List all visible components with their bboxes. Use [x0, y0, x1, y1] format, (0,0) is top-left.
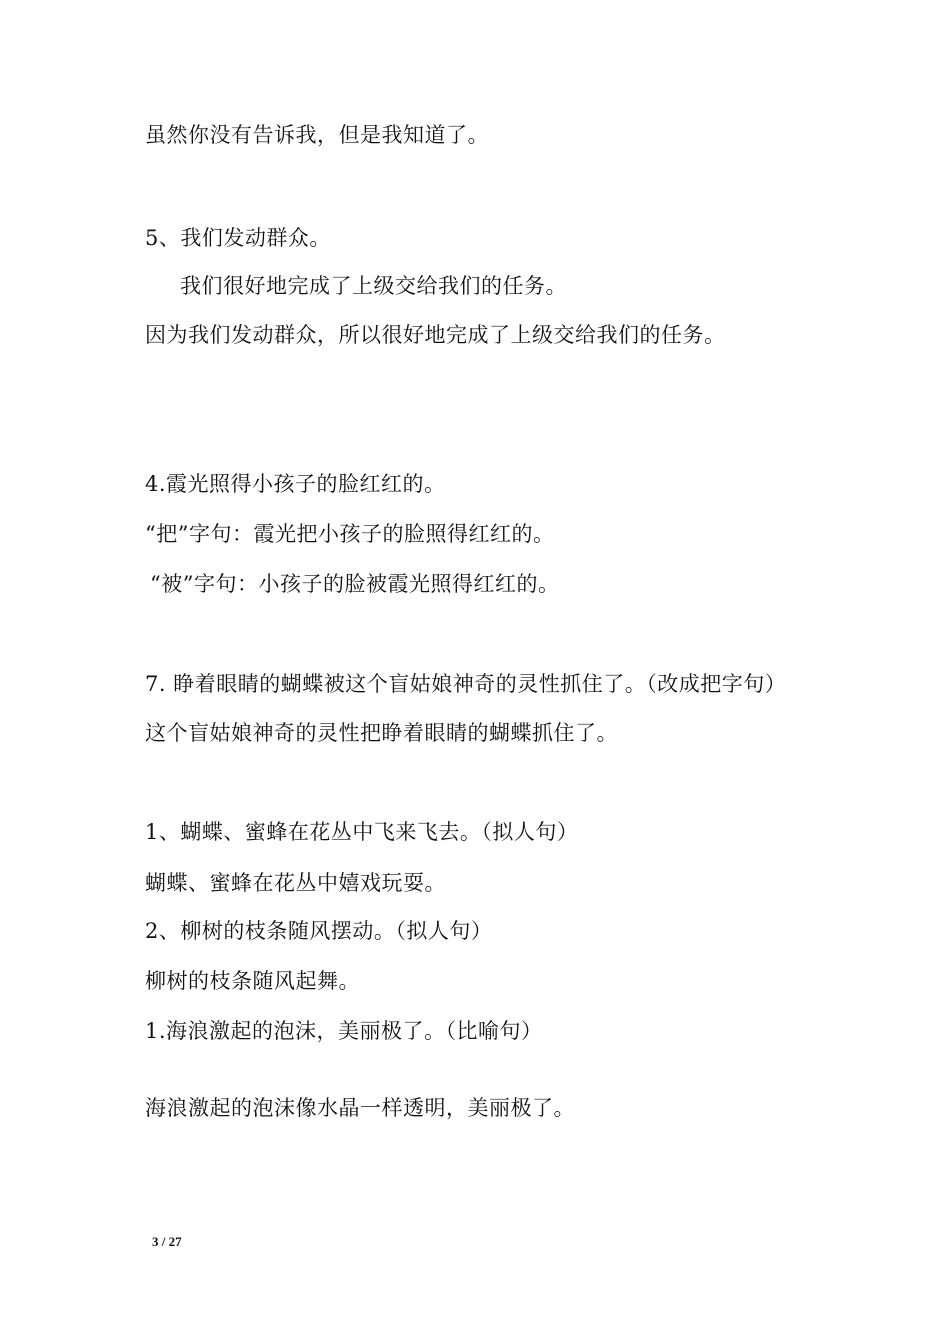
text-line: 蝴蝶、蜜蜂在花丛中嬉戏玩耍。	[145, 871, 446, 895]
text-line: 虽然你没有告诉我，但是我知道了。	[145, 123, 489, 147]
text-line: 1.海浪激起的泡沫，美丽极了。（比喻句）	[145, 1019, 543, 1043]
text-line: 5、我们发动群众。	[145, 226, 331, 250]
text-line: 1、蝴蝶、蜜蜂在花丛中飞来飞去。（拟人句）	[145, 820, 579, 844]
page-number: 3 / 27	[152, 1234, 182, 1249]
text-line: 柳树的枝条随风起舞。	[145, 969, 360, 993]
text-line: “被”字句：小孩子的脸被霞光照得红红的。	[150, 572, 560, 596]
text-line: “把”字句：霞光把小孩子的脸照得红红的。	[145, 522, 555, 546]
text-line: 海浪激起的泡沫像水晶一样透明，美丽极了。	[145, 1096, 575, 1120]
text-line: 这个盲姑娘神奇的灵性把睁着眼睛的蝴蝶抓住了。	[145, 721, 618, 745]
text-line: 因为我们发动群众，所以很好地完成了上级交给我们的任务。	[145, 323, 726, 347]
text-line: 我们很好地完成了上级交给我们的任务。	[180, 274, 567, 298]
text-line: 2、柳树的枝条随风摆动。（拟人句）	[145, 919, 493, 943]
text-line: 4.霞光照得小孩子的脸红红的。	[145, 472, 446, 496]
text-line: 7. 睁着眼睛的蝴蝶被这个盲姑娘神奇的灵性抓住了。（改成把字句）	[145, 672, 787, 696]
